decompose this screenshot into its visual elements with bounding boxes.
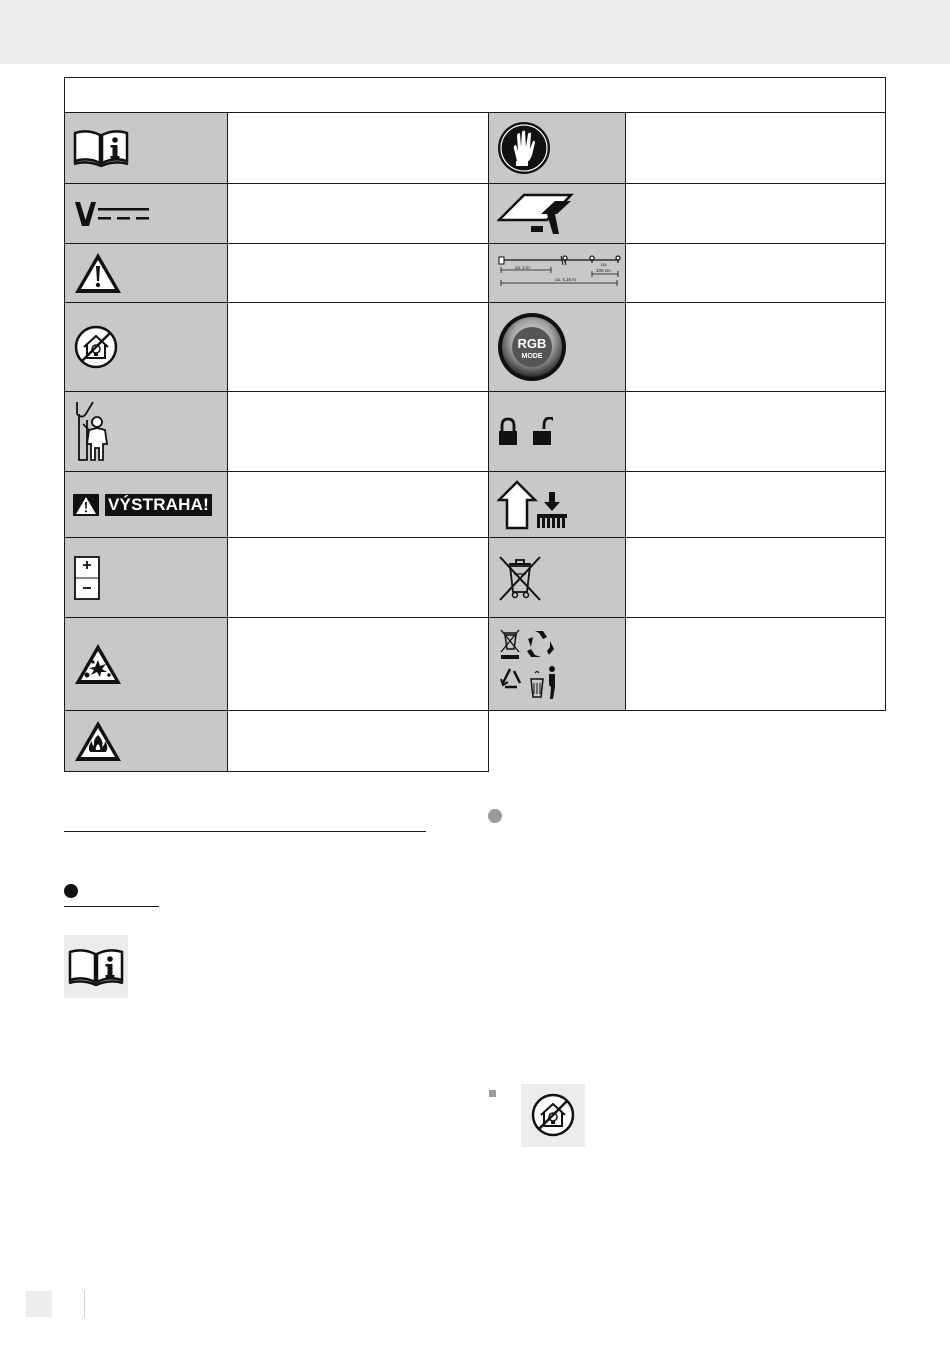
mode-label: MODE [521, 353, 543, 360]
table-icon-cell [64, 538, 228, 618]
direct-current-icon [73, 199, 153, 229]
table-icon-cell [489, 618, 626, 711]
table-icon-cell [489, 244, 626, 303]
light-chain-dimensions-icon [497, 253, 623, 293]
table-text-cell [228, 184, 489, 244]
page-number-box [26, 1291, 52, 1317]
battery-icon [73, 555, 101, 601]
warning-triangle-icon [73, 251, 123, 295]
table-row [64, 113, 886, 184]
table-icon-cell [64, 303, 228, 392]
indoor-use-box [521, 1084, 585, 1147]
table-text-cell [228, 113, 489, 184]
table-row [64, 538, 886, 618]
table-row [64, 184, 886, 244]
table-text-cell [626, 303, 886, 392]
table-text-cell [228, 244, 489, 303]
table-row [64, 244, 886, 303]
table-icon-cell [64, 184, 228, 244]
dimension-label: ca. 2 m [515, 265, 530, 270]
explosion-hazard-icon [73, 642, 123, 686]
table-header [64, 77, 886, 113]
table-text-cell [626, 538, 886, 618]
wear-gloves-icon [497, 121, 551, 175]
table-text-cell [228, 618, 489, 711]
table-icon-cell [489, 184, 626, 244]
table-text-cell [626, 392, 886, 472]
read-instructions-icon [68, 947, 124, 987]
table-text-cell [626, 184, 886, 244]
table-row [64, 472, 886, 538]
dimension-label: ca. [601, 262, 608, 267]
section-bullet-grey-icon [488, 809, 502, 823]
lock-unlock-icon [497, 417, 553, 447]
table-icon-cell [489, 392, 626, 472]
child-hazard-icon [73, 400, 117, 464]
section-heading-rule [64, 831, 426, 832]
table-icon-cell [64, 618, 228, 711]
not-indoor-use-icon [73, 324, 119, 370]
page-header-band [0, 0, 950, 64]
vystraha-warning-icon [73, 494, 212, 516]
table-icon-cell [64, 113, 228, 184]
vystraha-label: VÝSTRAHA! [105, 494, 212, 516]
table-row [64, 392, 886, 472]
table-icon-cell [489, 303, 626, 392]
table-icon-cell [489, 472, 626, 538]
outdoor-install-icon [497, 480, 569, 530]
not-indoor-use-icon [530, 1092, 576, 1138]
table-text-cell [626, 244, 886, 303]
subheading-rule [64, 906, 159, 907]
flammable-hazard-icon [73, 719, 123, 763]
table-text-cell [228, 303, 489, 392]
section-bullet-icon [64, 884, 78, 898]
table-row [64, 303, 886, 392]
recycling-symbols-icon [497, 627, 559, 701]
mounting-surface-icon [497, 192, 577, 236]
table-icon-cell [489, 113, 626, 184]
table-text-cell [626, 472, 886, 538]
rgb-label: RGB [517, 336, 547, 351]
weee-crossed-bin-icon [497, 554, 543, 602]
table-icon-cell [489, 538, 626, 618]
table-text-cell [228, 538, 489, 618]
table-text-cell [626, 113, 886, 184]
list-square-bullet-icon [489, 1090, 496, 1097]
table-icon-cell [64, 711, 228, 772]
table-text-cell [228, 392, 489, 472]
table-text-cell [228, 472, 489, 538]
footer-divider [84, 1290, 85, 1318]
dimension-label: 100 cm [596, 268, 611, 273]
table-row [64, 711, 886, 772]
warning-triangle-small-icon [73, 494, 99, 516]
table-row [64, 618, 886, 711]
read-instructions-icon [73, 128, 129, 168]
table-icon-cell [64, 472, 228, 538]
read-instructions-box [64, 935, 128, 998]
rgb-mode-icon [497, 312, 567, 382]
table-text-cell [228, 711, 489, 772]
table-icon-cell [64, 392, 228, 472]
dimension-label: ca. 4,15 m [555, 277, 577, 282]
table-text-cell [626, 618, 886, 711]
table-icon-cell [64, 244, 228, 303]
